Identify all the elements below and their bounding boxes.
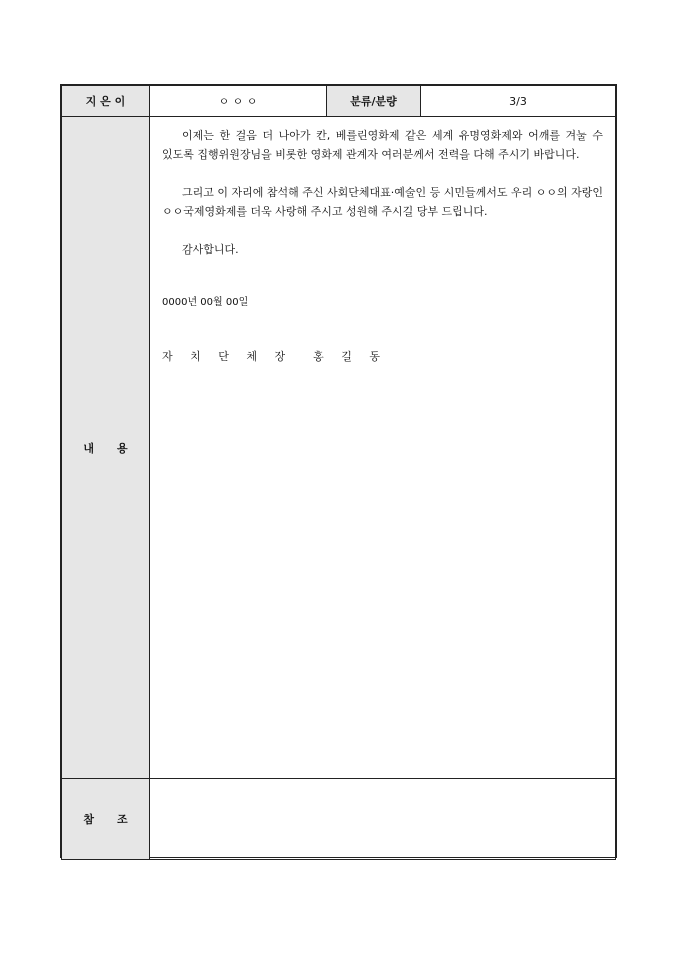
form-table bbox=[61, 85, 616, 860]
content-row bbox=[62, 117, 616, 779]
signer-name: 자 치 단 체 장 홍 길 동 bbox=[162, 350, 387, 363]
date-text: 0000년 00월 00일 bbox=[162, 297, 249, 308]
header-row bbox=[62, 86, 616, 117]
reference-label: 참 조 bbox=[62, 779, 150, 860]
reference-row bbox=[62, 779, 616, 860]
document-form bbox=[60, 84, 617, 858]
author-value: ㅇ ㅇ ㅇ bbox=[150, 86, 327, 117]
content-label: 내 용 bbox=[62, 117, 150, 779]
content-body bbox=[150, 117, 616, 779]
author-label: 지 은 이 bbox=[62, 86, 150, 117]
reference-value bbox=[150, 779, 616, 860]
closing-text: 감사합니다. bbox=[182, 243, 239, 256]
paragraph-2: 그리고 이 자리에 참석해 주신 사회단체대표·예술인 등 시민들께서도 우리 ㅇㅇ의 자랑인 ㅇㅇ국제영화제를 더욱 사랑해 주시고 성원해 주시길 당부 드립니다. bbox=[162, 186, 603, 218]
category-value: 3/3 bbox=[421, 86, 616, 117]
paragraph-1: 이제는 한 걸음 더 나아가 칸, 베를린영화제 같은 세계 유명영화제와 어깨를 겨눌 수 있도록 집행위원장님을 비롯한 영화제 관계자 여러분께서 전력을 다해 주시기 바랍니다. bbox=[162, 129, 603, 161]
category-label: 분류/분량 bbox=[327, 86, 421, 117]
